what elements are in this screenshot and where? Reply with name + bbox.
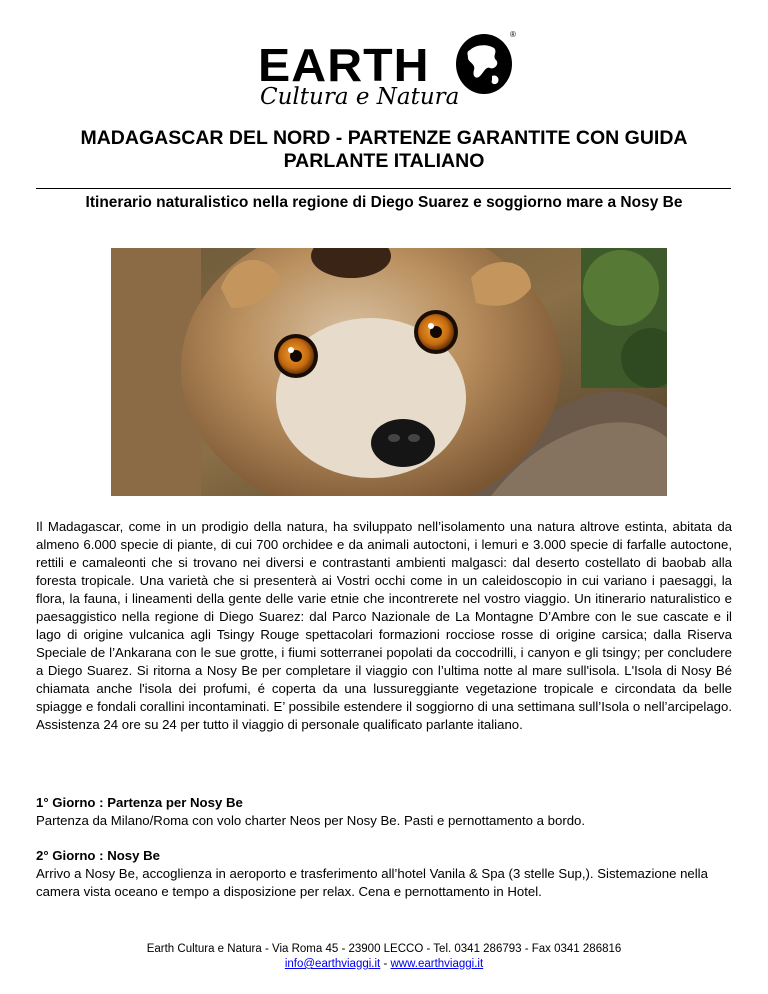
footer-contacts [40, 957, 728, 972]
day-description: Partenza da Milano/Roma con volo charter Neos per Nosy Be. Pasti e pernottamento a bordo. [36, 813, 586, 828]
intro-paragraph: Il Madagascar, come in un prodigio della natura, ha sviluppato nell’isolamento una natura altrove estinta, abitata da almeno 6.000 specie di piante, di cui 700 orchidee e da animali autoctoni, i lemuri e 3.000 specie di farfalle autoctone, rettili e camaleonti che si trovano nei diversi e contrastanti ambienti malgasci: dal deserto costellato di baobab alla foresta tropicale. Una varietà che si presenterà ai Vostri occhi come in un caleidoscopio in cui variano i paesaggi, la flora, la fauna, i lineamenti della gente delle varie etnie che incontrerete nel vostro viaggio. Un itinerario naturalistico e paesaggistico nella regione di Diego Suarez: dal Parco Nazionale de La Montagne D’Ambre con le sue cascate e il lago di origine vulcanica agli Tsingy Rouge spettacolari formazioni rocciose rosse di origine carsica; dalla Riserva Speciale de l’Ankarana con le sue grotte, i fiumi sotterranei popolati da coccodrilli, i canyon e gli tsingy; per concludere a Diego Suarez. Si ritorna a Nosy Be per completare il viaggio con l’ultima notte al mare sull'isola. L'Isola di Nosy Bé chiamata anche l'isola dei profumi, é coperta da una lussureggiante vegetazione tropicale e circondata da belle spiagge e fondali corallini incontaminati. E’ possibile estendere il soggiorno di una settimana sull’Isola o nell’arcipelago. Assistenza 24 ore su 24 per tutto il viaggio di personale qualificato parlante italiano. [36, 519, 732, 732]
footer-separator: - [380, 958, 391, 970]
footer-address: Earth Cultura e Natura - Via Roma 45 - 23900 LECCO - Tel. 0341 286793 - Fax 0341 286816 [146, 943, 622, 955]
itinerary-day-2 [36, 847, 736, 901]
registered-mark: ® [510, 30, 516, 39]
lemur-photo [111, 248, 667, 496]
page-subtitle: Itinerario naturalistico nella regione di Diego Suarez e soggiorno mare a Nosy Be [85, 194, 683, 211]
day-title: 1° Giorno : Partenza per Nosy Be [36, 795, 243, 810]
logo-subtitle: Cultura e Natura [260, 84, 460, 110]
email-link[interactable]: info@earthviaggi.it [284, 958, 381, 970]
earth-logo [258, 30, 520, 112]
website-link[interactable]: www.earthviaggi.it [390, 958, 484, 970]
title-divider [36, 188, 731, 189]
day-title: 2° Giorno : Nosy Be [36, 848, 160, 863]
logo-wordmark: EARTH [258, 39, 430, 91]
globe-icon [454, 32, 514, 96]
itinerary-day-1 [36, 794, 736, 830]
day-description: Arrivo a Nosy Be, accoglienza in aeroporto e trasferimento all’hotel Vanila & Spa (3 stelle Sup,). Sistemazione nella camera vista oceano e tempo a disposizione per relax. Cena e pernottamento in Hotel. [36, 866, 708, 899]
page-title: MADAGASCAR DEL NORD - PARTENZE GARANTITE CON GUIDA PARLANTE ITALIANO [80, 127, 688, 172]
page-footer [40, 942, 728, 972]
